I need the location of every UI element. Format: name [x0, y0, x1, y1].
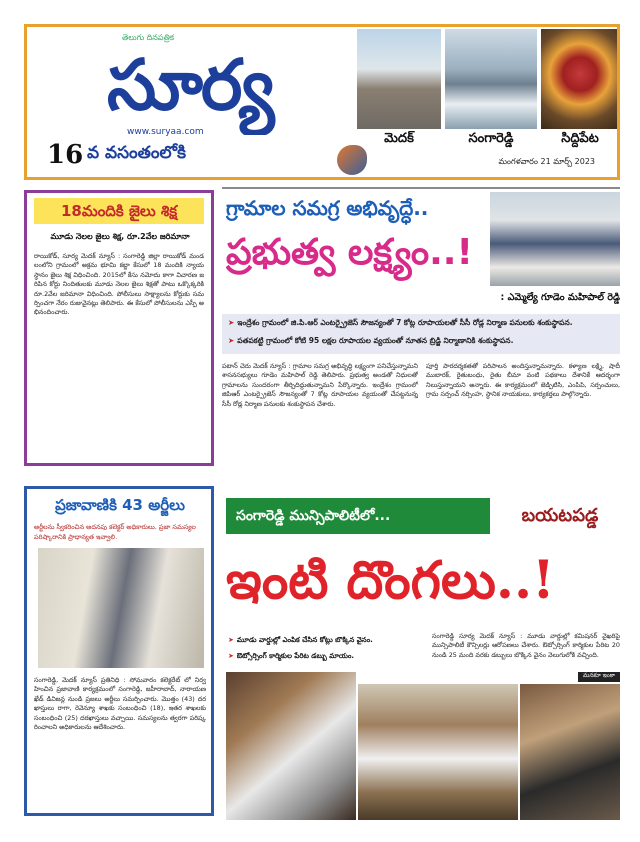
left-story-2-body: సంగారెడ్డి, మెదక్ న్యూస్ ప్రతినిధి : సోమవారం కలెక్టరేట్ లో నిర్వహించిన ప్రజావాణి కార్యక్రమంలో సంగారెడ్డి, జహీరాబాద్, నారాయణఖేడ్ డివిజన్ల నుండి ప్రజలు అర్జీలు సమర్పించారు. మొత్తం (43) దరఖాస్తులు రాగా, రెవెన్యూ శాఖకు సంబంధించి (18), ఇతర శాఖలకు సంబంధించి (25) దరఖాస్తులు వచ్చాయి. సమస్యలను త్వరగా పరిష్కరించాలని అధికారులను ఆదేశించారు.: [34, 676, 206, 732]
newspaper-logo: సూర్య: [107, 43, 273, 126]
main-story-photo: [490, 192, 620, 286]
section-divider: [222, 187, 620, 189]
masthead: [24, 24, 620, 180]
photo-source-tag: మనకూ ఇంకా: [578, 672, 620, 682]
second-story-photo-1: [226, 672, 356, 820]
siddipet-photo: [541, 29, 619, 129]
website-url[interactable]: www.suryaa.com: [127, 127, 204, 137]
second-bullet-2: ➤ ఔట్సోర్సింగ్ కార్మికుల పేరిట డబ్బు మాయం.: [228, 652, 355, 660]
second-story-headline[interactable]: ఇంటి దొంగలు..!: [226, 550, 555, 611]
main-bullet-1: ➤ ఇంద్రేశం గ్రామంలో జి.పి.ఆర్ ఎంటర్ప్రైజెస్ సౌజన్యంతో 7 కోట్ల రూపాయలతో సీసీ రోడ్ల నిర్మాణ పనులకు శంకుస్థాపన.: [228, 318, 573, 327]
second-bullet-1: ➤ మూడు వార్డుల్లో ఎంపిక చేసిన కోట్లు బొక్కిన వైనం.: [228, 636, 373, 644]
main-story-headline[interactable]: ప్రభుత్వ లక్ష్యం..!: [226, 232, 473, 273]
edition-text: వ వసంతంలోకి: [87, 143, 186, 163]
main-story-column-2: పూర్తి పారదర్శకతతో పరిపాలన అందిస్తున్నామన్నారు. కళ్యాణ లక్ష్మి, షాదీ ముబారక్, రైతుబంధు, రైతు బీమా వంటి పథకాలు దేశానికే ఆదర్శంగా నిలుస్తున్నాయని అన్నారు. ఈ కార్యక్రమంలో జెడ్పిటిసి, ఎంపిపి, సర్పంచులు, గ్రామ సర్పంచ్ నర్సింహ, స్థానిక నాయకులు, కార్యకర్తలు పాల్గొన్నారు.: [426, 362, 620, 399]
masthead-tagline: తెలుగు దినపత్రిక: [122, 33, 175, 42]
left-story-1-headline[interactable]: 18మందికి జైలు శిక్ష: [34, 198, 204, 224]
second-story-body: సంగారెడ్డి సూర్య మెదక్ న్యూస్ : మూడు వార్డుల్లో కమిషనర్ వైఖరిపై మున్సిపాలిటీ కౌన్సిలర్లు ఆరోపణలు చేశారు. ఔట్సోర్సింగ్ కార్మికుల పేరిట 20 నుండి 25 మంది వరకు డబ్బులు బొక్కిన వైనం వెలుగులోకి వచ్చింది.: [432, 632, 620, 659]
left-story-2-headline[interactable]: ప్రజావాణికి 43 అర్జీలు: [55, 496, 185, 514]
second-story-kicker: సంగారెడ్డి మున్సిపాలిటీలో...: [226, 498, 490, 534]
second-story-photo-3: [520, 684, 620, 820]
second-story-photo-2: [358, 684, 518, 820]
main-story-column-1: పటాన్ చెరు మెదక్ న్యూస్ : గ్రామాల సమగ్ర అభివృద్ధి లక్ష్యంగా పనిచేస్తున్నామని శాసనసభ్యులు గూడెం మహిపాల్ రెడ్డి తెలిపారు. ప్రభుత్వ అండతో నిధులతో గ్రామాలను సుందరంగా తీర్చిదిద్దుతున్నామని పేర్కొన్నారు. ఇంద్రేశం గ్రామంలో జిపిఆర్ ఎంటర్ప్రైజెస్ సౌజన్యంతో 7 కోట్ల రూపాయల వ్యయంతో చేపట్టనున్న సీసీ రోడ్ల నిర్మాణ పనులకు శంకుస్థాపన చేశారు.: [222, 362, 418, 408]
main-story-kicker: గ్రామాల సమగ్ర అభివృద్ధే..: [226, 196, 429, 220]
place-label-siddipet: సిద్దిపేట: [561, 131, 599, 146]
left-story-1-subhead: మూడు నెలల జైలు శిక్ష, రూ.2వేల జరిమానా: [50, 232, 190, 241]
arrow-icon: ➤: [228, 336, 235, 345]
medak-photo: [357, 29, 441, 129]
prajavani-photo: [38, 548, 204, 668]
sangareddy-photo: [445, 29, 537, 129]
arrow-icon: ➤: [228, 636, 234, 644]
second-story-tag: బయటపడ్డ: [521, 505, 599, 526]
left-story-1-body: రాయికోడ్, సూర్య మెదక్ న్యూస్ : సంగారెడ్డి జిల్లా రాయికోడ్ మండలంలోని గ్రామంలో అక్రమ భూమి కబ్జా కేసులో 18 మందికి న్యాయస్థానం జైలు శిక్ష విధించింది. 2015లో కేసు నమోదు కాగా విచారణ జరిపిన కోర్టు నిందితులకు మూడు నెలల జైలు శిక్షతో పాటు ఒక్కొక్కరికి రూ.2వేల జరిమానా విధించింది. పోలీసులు సాక్ష్యాలను కోర్టుకు సమర్పించగా నేరం రుజువైనట్లు తెలిపారు. ఈ కేసులో పోలీసులను ఎస్పీ అభినందించారు.: [34, 252, 204, 317]
main-story-byline: : ఎమ్మెల్యే గూడెం మహిపాల్ రెడ్డి: [500, 292, 620, 303]
main-bullet-2: ➤ పతపకట్టి గ్రామంలో కోటి 95 లక్షల రూపాయల వ్యయంతో నూతన బ్రిడ్జి నిర్మాణానికి శంకుస్థాపన.: [228, 336, 514, 345]
left-story-2-subhead: అర్జీలను స్వీకరించిన అదనపు కలెక్టర్ అధికారులు. ప్రజా సమస్యల పరిష్కారానికి ప్రాధాన్యత ఇవ్వాలి.: [34, 523, 196, 541]
arrow-icon: ➤: [228, 318, 235, 327]
place-label-sangareddy: సంగారెడ్డి: [468, 131, 514, 146]
edition-number: 16: [47, 140, 84, 170]
arrow-icon: ➤: [228, 652, 234, 660]
dateline: మంగళవారం 21 మార్చ్ 2023: [498, 157, 595, 166]
place-label-medak: మెదక్: [384, 131, 414, 146]
